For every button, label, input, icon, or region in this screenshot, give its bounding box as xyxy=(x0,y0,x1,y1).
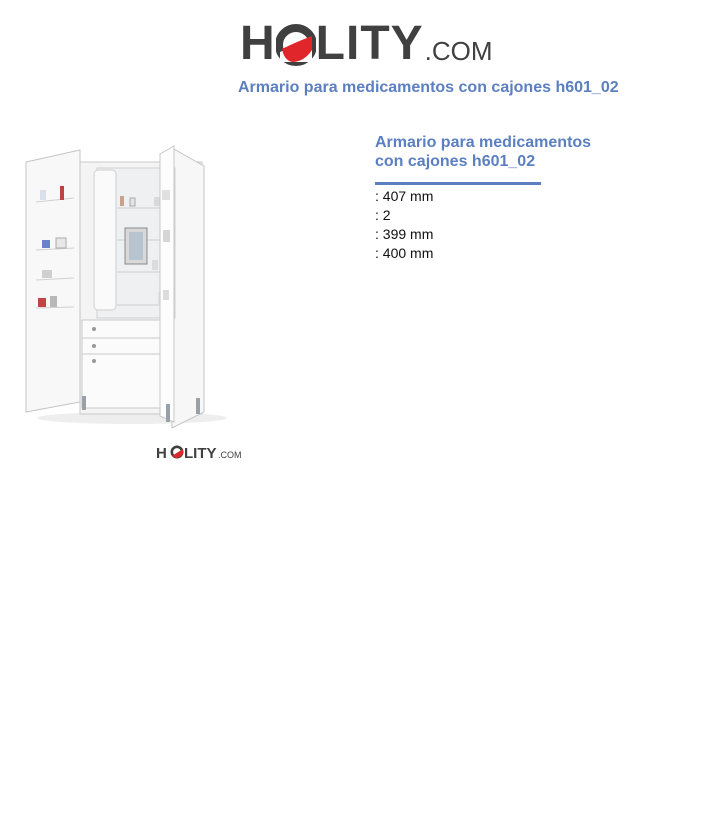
watermark-suffix: .COM xyxy=(218,450,242,460)
watermark-letter-h: H xyxy=(156,445,167,462)
title-divider xyxy=(375,182,541,185)
logo-letters-lity: LITY xyxy=(315,17,424,70)
watermark-letters-lity: LITY xyxy=(184,445,217,462)
brand-logo[interactable] xyxy=(240,12,493,70)
spec-row: : 399 mm xyxy=(375,226,434,242)
spec-row: : 400 mm xyxy=(375,245,434,261)
watermark-logo xyxy=(156,445,242,462)
watermark-o-icon xyxy=(172,447,183,458)
spec-row: : 2 xyxy=(375,207,391,223)
logo-suffix: .COM xyxy=(424,36,493,66)
product-name: Armario para medicamentos con cajones h601_02 xyxy=(375,134,592,170)
logo-o-icon xyxy=(276,22,316,66)
spec-row: : 407 mm xyxy=(375,188,434,204)
page-title: Armario para medicamentos con cajones h601_02 xyxy=(238,79,619,96)
spec-list xyxy=(375,187,433,263)
product-image xyxy=(22,140,242,465)
logo-letter-h: H xyxy=(240,17,276,70)
